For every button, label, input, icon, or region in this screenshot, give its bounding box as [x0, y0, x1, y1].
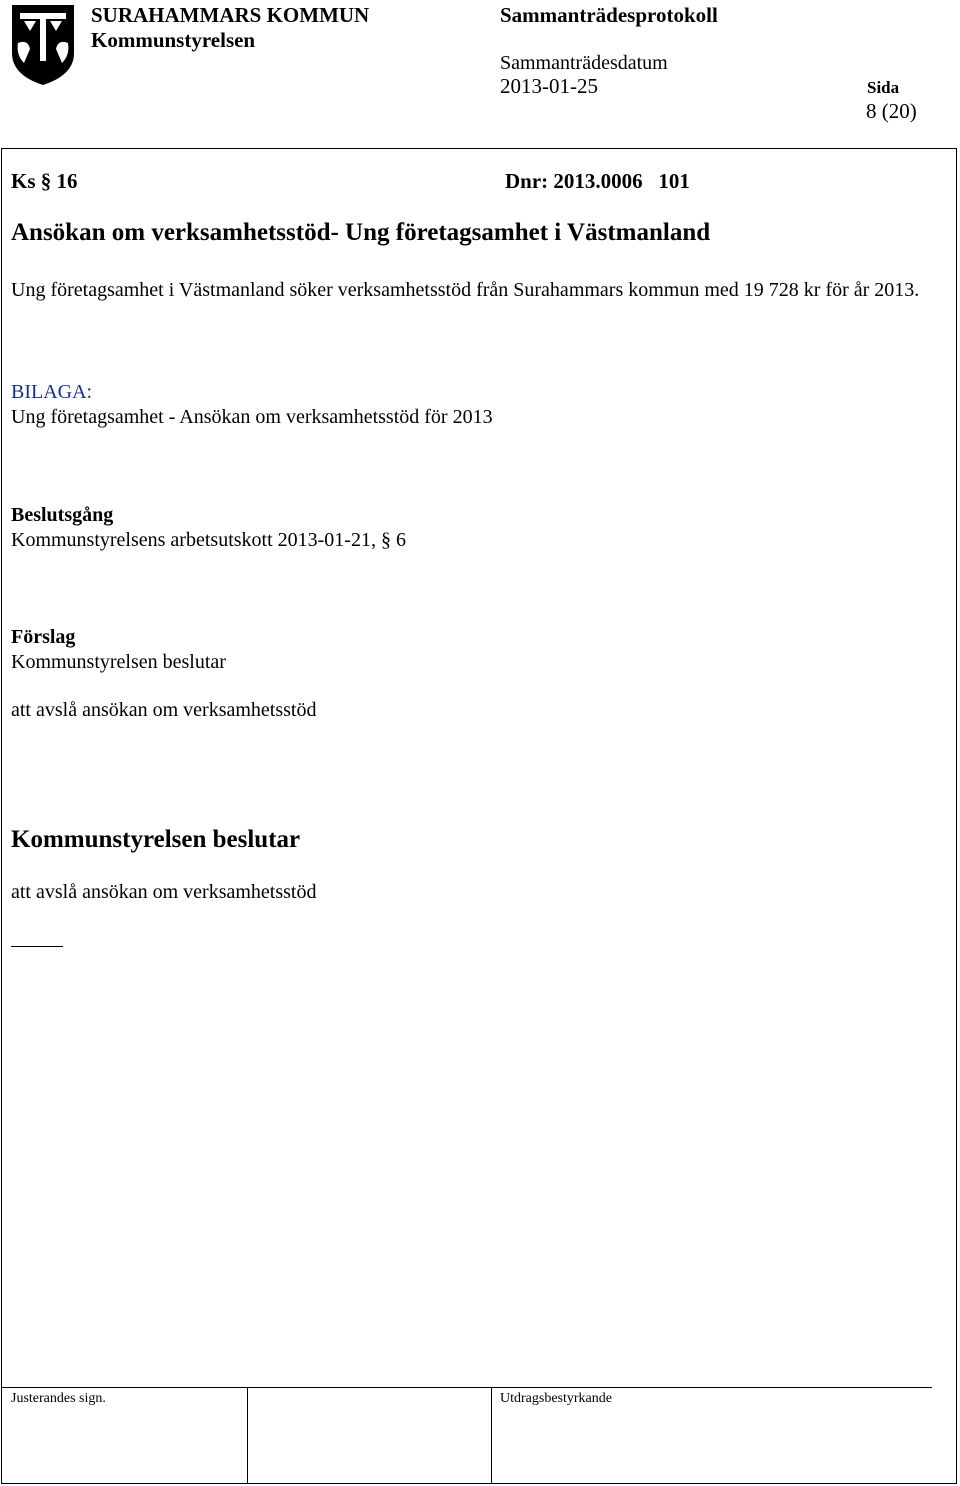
- page-number: 8 (20): [866, 99, 917, 123]
- content-frame: [1, 148, 957, 1484]
- procedure-text: Kommunstyrelsens arbetsutskott 2013-01-21, § 6: [11, 529, 406, 551]
- municipality-name: SURAHAMMARS KOMMUN: [91, 3, 370, 27]
- case-title: Ansökan om verksamhetsstöd- Ung företagsamhet i Västmanland: [11, 219, 711, 246]
- procedure-heading: Beslutsgång: [11, 504, 114, 526]
- signature-label: Justerandes sign.: [11, 1391, 106, 1406]
- attachment-label[interactable]: BILAGA:: [11, 381, 93, 403]
- document-type: Sammanträdesprotokoll: [500, 3, 718, 27]
- end-divider: [11, 946, 63, 947]
- decision-att: att avslå ansökan om verksamhetsstöd: [11, 881, 317, 903]
- meeting-date: 2013-01-25: [500, 74, 598, 98]
- committee-name: Kommunstyrelsen: [91, 28, 256, 52]
- municipality-coat-of-arms: [10, 3, 76, 87]
- proposal-text: Kommunstyrelsen beslutar: [11, 651, 226, 673]
- footer-column-divider: [491, 1387, 492, 1483]
- case-paragraph-number: Ks § 16: [11, 169, 78, 193]
- decision-heading: Kommunstyrelsen beslutar: [11, 826, 301, 853]
- proposal-att: att avslå ansökan om verksamhetsstöd: [11, 699, 317, 721]
- proposal-heading: Förslag: [11, 626, 76, 648]
- case-description: Ung företagsamhet i Västmanland söker verksamhetsstöd från Surahammars kommun med 19 728 kr för år 2013.: [11, 279, 920, 301]
- page-label: Sida: [867, 78, 900, 97]
- footer-divider: [2, 1387, 932, 1388]
- extract-certification-label: Utdragsbestyrkande: [500, 1391, 612, 1406]
- diary-number: Dnr: 2013.0006 101: [505, 169, 690, 193]
- meeting-date-label: Sammanträdesdatum: [500, 52, 668, 74]
- attachment-title: Ung företagsamhet - Ansökan om verksamhetsstöd för 2013: [11, 406, 493, 428]
- footer-column-divider: [247, 1387, 248, 1483]
